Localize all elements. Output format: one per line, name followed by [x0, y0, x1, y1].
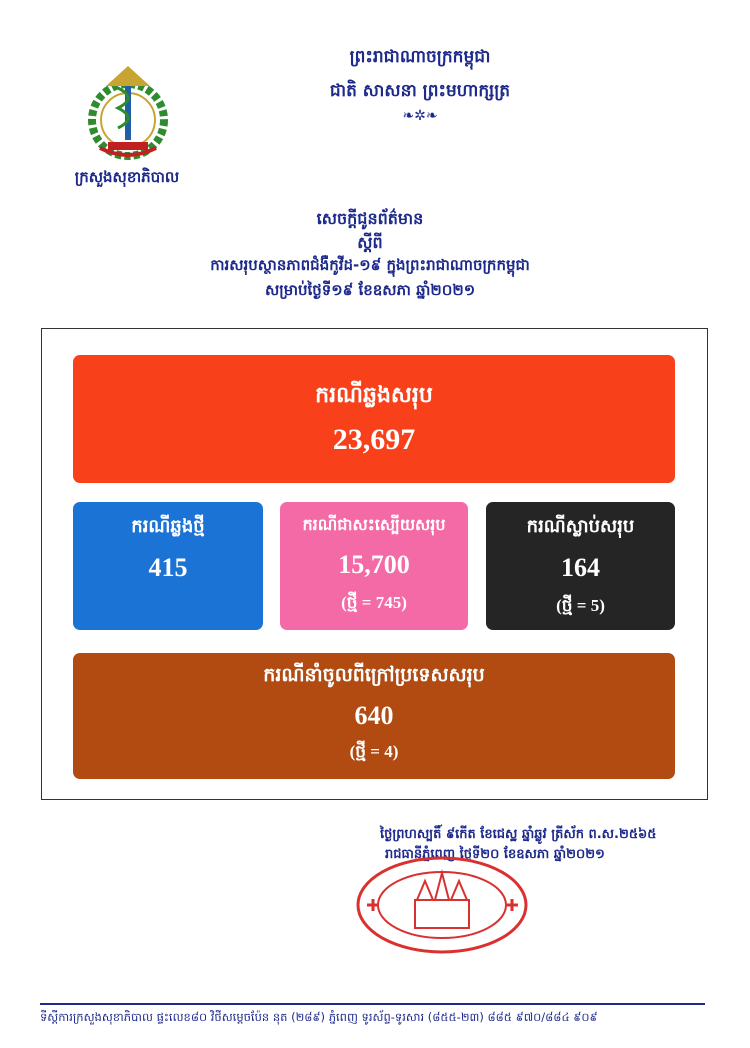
deaths-value: 164: [561, 553, 600, 582]
total-cases-label: ករណីឆ្លងសរុប: [315, 383, 433, 408]
footer-address: ទីស្ដីការក្រសួងសុខាភិបាល ផ្ទះលេខ៨០ វិថីសម្ដេចប៉ែន នុត (២៨៩) ភ្នំពេញ ទូរស័ព្ទ-ទូរសារ (៨៥៥-២៣) ៨៨៥ ៩៧០/៨៨៤ ៩០៩: [40, 1010, 598, 1024]
doc-title: សេចក្ដីជូនព័ត៌មាន: [316, 209, 424, 228]
new-cases-card: [73, 502, 263, 630]
imported-cases-label: ករណីនាំចូលពីក្រៅប្រទេសសរុប: [263, 664, 485, 686]
new-cases-label: ករណីឆ្លងថ្មី: [131, 516, 205, 537]
official-seal-icon: [355, 855, 530, 955]
lunar-date: ថ្ងៃព្រហស្បតិ៍ ៩កើត ខែជេស្ឋ ឆ្នាំឆ្លូវ ត្រីស័ក ព.ស.២៥៦៥: [380, 827, 657, 842]
doc-date: សម្រាប់ថ្ងៃទី១៩ ខែឧសភា ឆ្នាំ២០២១: [264, 281, 476, 299]
recovered-label: ករណីជាសះស្បើយសរុប: [302, 515, 446, 534]
kingdom-title: ព្រះរាជាណាចក្រកម្ពុជា: [349, 47, 491, 67]
deaths-new: (ថ្មី = 5): [556, 596, 605, 615]
total-cases-value: 23,697: [332, 423, 416, 456]
recovered-new: (ថ្មី = 745): [341, 593, 407, 612]
national-motto: ជាតិ សាសនា ព្រះមហាក្សត្រ: [329, 81, 511, 101]
imported-cases-value: 640: [354, 701, 394, 730]
imported-cases-new: (ថ្មី = 4): [349, 742, 399, 761]
imported-cases-card: [73, 653, 675, 779]
new-cases-value: 415: [148, 553, 188, 582]
deaths-card: [486, 502, 675, 630]
footer-divider: [40, 1003, 705, 1005]
total-cases-card: [73, 355, 675, 483]
doc-subject: ការសរុបស្ថានភាពជំងឺកូវីដ-១៩ ក្នុងព្រះរាជាណាចក្រកម្ពុជា: [210, 256, 530, 274]
recovered-card: [280, 502, 468, 630]
place-date: រាជធានីភ្នំពេញ ថ្ងៃទី២០ ខែឧសភា ឆ្នាំ២០២១: [385, 847, 605, 862]
ornament-divider: ❧✲❧: [402, 108, 438, 124]
ministry-logo-icon: [78, 58, 178, 168]
deaths-label: ករណីស្លាប់សរុប: [526, 516, 635, 537]
recovered-value: 15,700: [338, 550, 410, 579]
doc-title-about: ស្ដីពី: [357, 233, 383, 252]
ministry-name: ក្រសួងសុខាភិបាល: [74, 168, 180, 186]
